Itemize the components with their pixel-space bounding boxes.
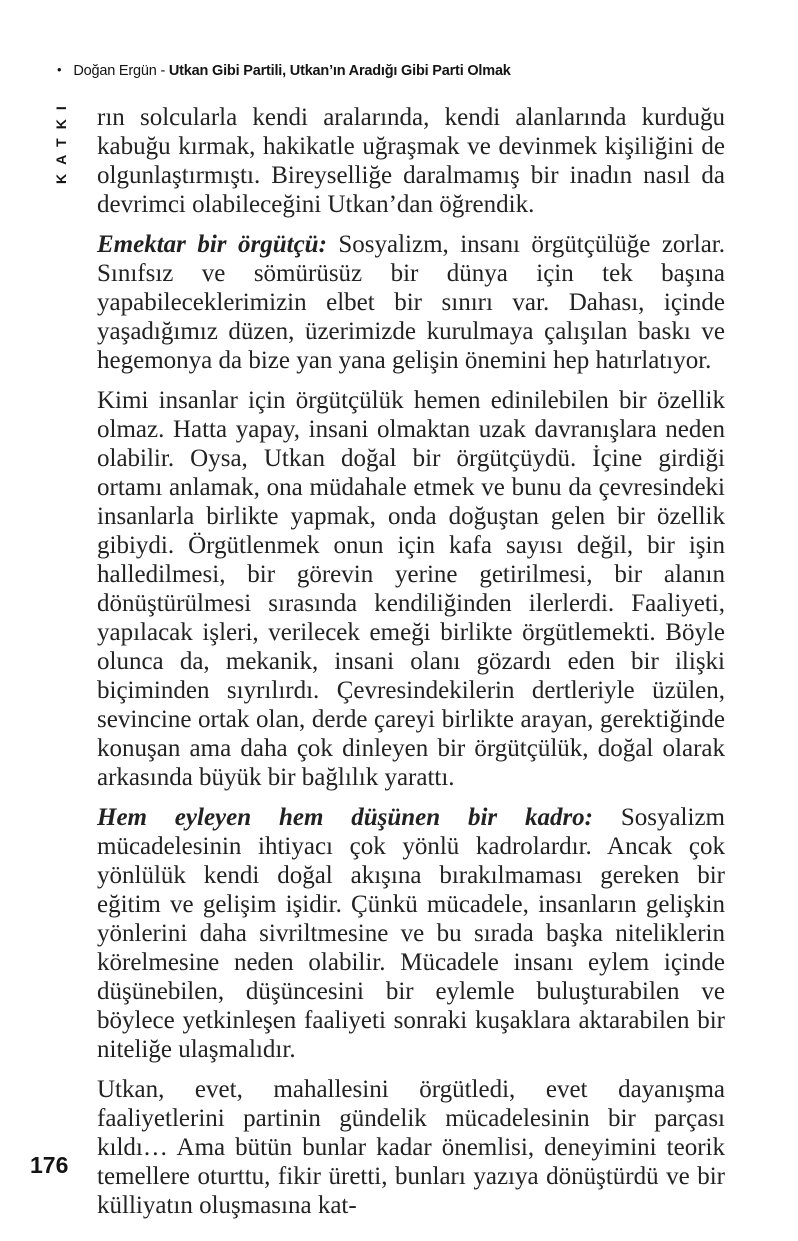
header-author: Doğan Ergün	[73, 63, 157, 79]
paragraph	[97, 103, 725, 219]
header-separator: -	[156, 63, 169, 79]
header-book-title: Utkan Gibi Partili, Utkan’ın Aradığı Gibi Parti Olmak	[168, 63, 511, 79]
paragraph-text: Utkan, evet, mahallesini örgütledi, evet dayanışma faaliyetlerini partinin gündelik mücadelesinin bir parçası kıldı… Ama bütün bunlar kadar önemlisi, deneyimini teorik temellere oturttu, fikir üretti, bunları yazıya dönüştürdü ve bir külliyatın oluşmasına kat-	[97, 1076, 725, 1219]
running-header	[57, 62, 511, 79]
paragraph	[97, 803, 725, 1064]
paragraph-lead: Emektar bir örgütçü:	[97, 231, 327, 258]
paragraph	[97, 1075, 725, 1220]
paragraph	[97, 386, 725, 792]
page-number: 176	[30, 1152, 69, 1178]
paragraph-text: Sosyalizm, insanı örgütçülüğe zorlar. Sınıfsız ve sömürüsüz bir dünya için tek başına yapabileceklerimizin elbet bir sınırı var. Dahası, içinde yaşadığımız düzen, üzerimizde kurulmaya çalışılan baskı ve hegemonya da bize yan yana gelişin önemini hep hatırlatıyor.	[97, 231, 725, 374]
paragraph-text: Sosyalizm mücadelesinin ihtiyacı çok yönlü kadrolardır. Ancak çok yönlülük kendi doğal akışına bırakılmaması gereken bir eğitim ve gelişim işidir. Çünkü mücadele, insanların gelişkin yönlerini daha sivriltmesine ve bu sırada başka niteliklerin körelmesine neden olabilir. Mücadele insanı eylem içinde düşünebilen, düşüncesini bir eylemle buluşturabilen ve böylece yetkinleşen faaliyeti sonraki kuşaklara aktarabilen bir niteliğe ulaşmalıdır.	[97, 804, 725, 1063]
paragraph-lead: Hem eyleyen hem düşünen bir kadro:	[97, 804, 594, 831]
paragraph-text: Kimi insanlar için örgütçülük hemen edinilebilen bir özellik olmaz. Hatta yapay, insani olmaktan uzak davranışlara neden olabilir. Oysa, Utkan doğal bir örgütçüydü. İçine girdiği ortamı anlamak, ona müdahale etmek ve bunu da çevresindeki insanlarla birlikte yapmak, onda doğuştan gelen bir özellik gibiydi. Örgütlenmek onun için kafa sayısı değil, bir işin halledilmesi, bir görevin yerine getirilmesi, bir alanın dönüştürülmesi sırasında kendiliğinden ilerlerdi. Faaliyeti, yapılacak işleri, verilecek emeği birlikte örgütlemekti. Böyle olunca da, mekanik, insani olanı gözardı eden bir ilişki biçiminden sıyrılırdı. Çevresindekilerin dertleriyle üzülen, sevincine ortak olan, derde çareyi birlikte arayan, gerektiğinde konuşan ama daha çok dinleyen bir örgütçülük, doğal olarak arkasında büyük bir bağlılık yarattı.	[97, 387, 725, 791]
body-text-column	[97, 103, 725, 1220]
bullet-icon: •	[57, 62, 62, 77]
paragraph-text: rın solcularla kendi aralarında, kendi alanlarında kurduğu kabuğu kırmak, hakikatle uğraşmak ve devinmek kişiliğini de olgunlaştırmıştı. Bireyselliğe daralmamış bir inadın nasıl da devrimci olabileceğini Utkan’dan öğrendik.	[97, 104, 725, 218]
paragraph	[97, 230, 725, 375]
margin-label-katki: KATKI	[53, 97, 69, 184]
